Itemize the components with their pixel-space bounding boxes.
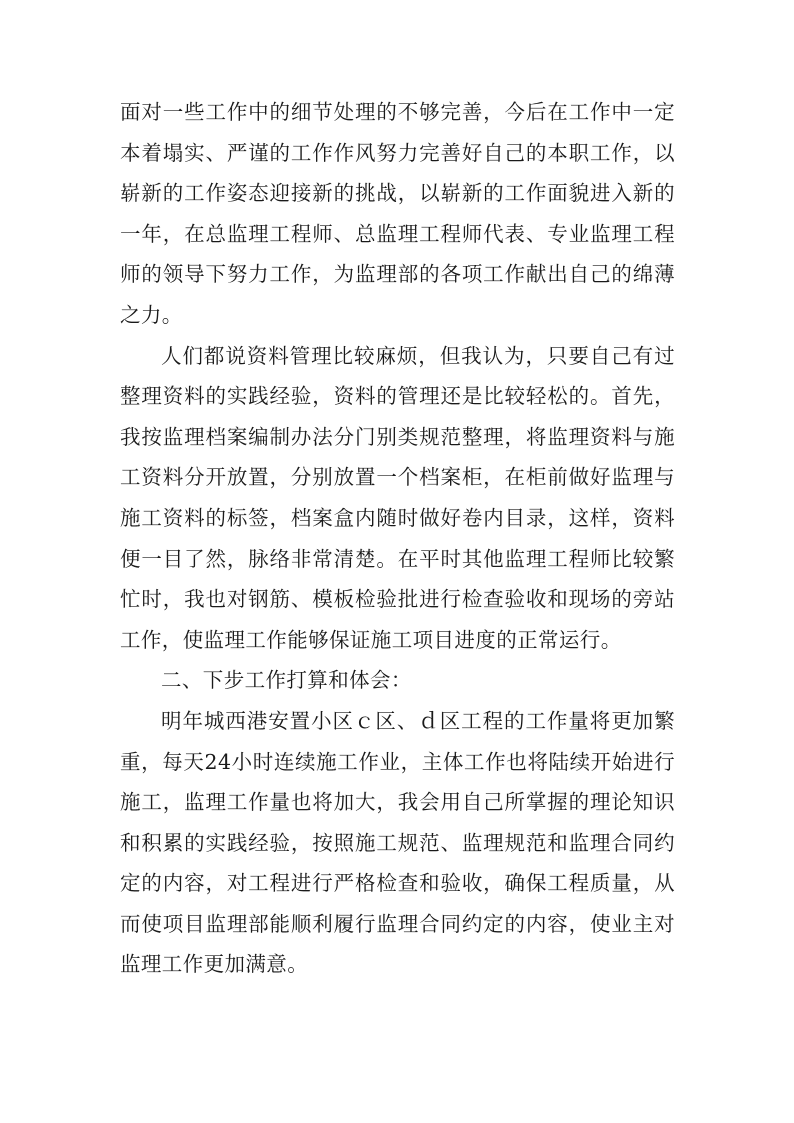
- paragraph-work-improvement: 面对一些工作中的细节处理的不够完善，今后在工作中一定本着塌实、严谨的工作作风努力完善好自己的本职工作，以崭新的工作姿态迎接新的挑战，以崭新的工作面貌进入新的一年，在总监理工程师、总监理工程师代表、专业监理工程师的领导下努力工作，为监理部的各项工作献出自己的绵薄之力。: [120, 100, 675, 327]
- document-body: [120, 92, 675, 985]
- paragraph-next-year-plan: 明年城西港安置小区ｃ区、ｄ区工程的工作量将更加繁重，每天24小时连续施工作业，主体工作也将陆续开始进行施工，监理工作量也将加大，我会用自己所掌握的理论知识和积累的实践经验，按照施工规范、监理规范和监理合同约定的内容，对工程进行严格检查和验收，确保工程质量，从而使项目监理部能顺利履行监理合同约定的内容，使业主对监理工作更加满意。: [120, 708, 675, 977]
- paragraph-document-management: 人们都说资料管理比较麻烦，但我认为，只要自己有过整理资料的实践经验，资料的管理还是比较轻松的。首先，我按监理档案编制办法分门别类规范整理，将监理资料与施工资料分开放置，分别放置一个档案柜，在柜前做好监理与施工资料的标签，档案盒内随时做好卷内目录，这样，资料便一目了然，脉络非常清楚。在平时其他监理工程师比较繁忙时，我也对钢筋、模板检验批进行检查验收和现场的旁站工作，使监理工作能够保证施工项目进度的正常运行。: [120, 343, 675, 652]
- section-heading-next-plans: 二、下步工作打算和体会：: [161, 668, 412, 693]
